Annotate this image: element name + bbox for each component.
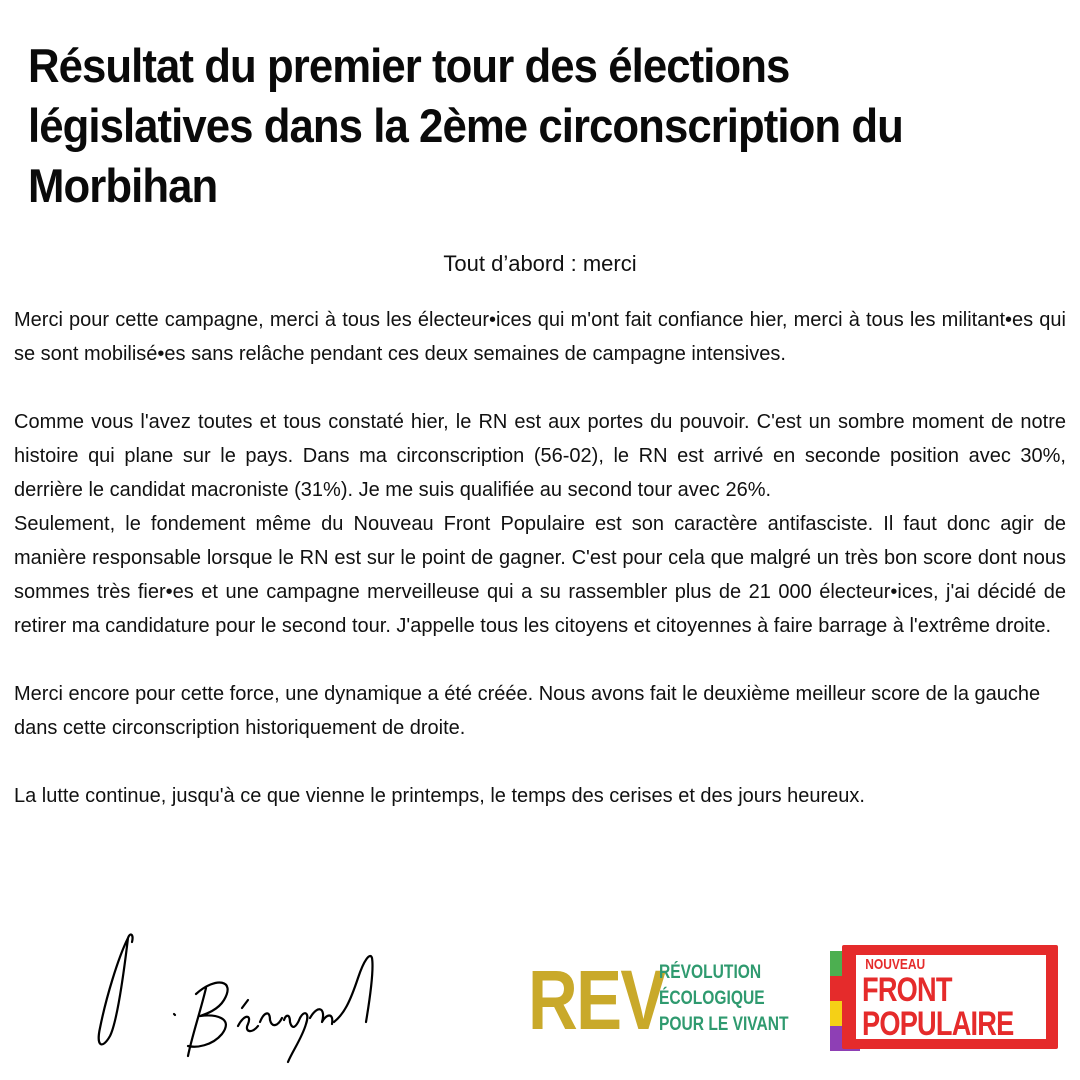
paragraph-thanks: Merci pour cette campagne, merci à tous les électeur•ices qui m'ont fait confiance hier, merci à tous les militant•es qui se sont mobilisé•es sans relâche pendant ces deux semaines de campagne intensives. <box>14 309 1066 365</box>
paragraph-closing: La lutte continue, jusqu'à ce que vienne le printemps, le temps des cerises et des jours heureux. <box>14 785 865 807</box>
title-line-1: Résultat du premier tour des élections <box>28 39 790 92</box>
rev-logo <box>528 953 818 1048</box>
subtitle: Tout d’abord : merci <box>443 251 637 276</box>
nfp-logo-nouveau: NOUVEAU <box>865 956 926 973</box>
paragraph-withdrawal: Seulement, le fondement même du Nouveau Front Populaire est son caractère antifasciste. Il faut donc agir de manière responsable lorsque le RN est sur le point de gagner. C'est pour cela que malgré un très bon score dont nous sommes très fier•es et une campagne merveilleuse qui a su rassembler plus de 21 000 électeur•ices, j'ai décidé de retirer ma candidature pour le second tour. J'appelle tous les citoyens et citoyennes à faire barrage à l'extrême droite. <box>14 513 1066 637</box>
rev-logo-letters: REV <box>528 953 665 1047</box>
paragraph-dynamic: Merci encore pour cette force, une dynamique a été créée. Nous avons fait le deuxième meilleur score de la gauche dans cette circonscription historiquement de droite. <box>14 683 1041 739</box>
nouveau-front-populaire-logo <box>830 945 1062 1057</box>
title-line-3: Morbihan <box>28 159 218 212</box>
page-title <box>28 36 986 216</box>
rev-logo-tagline <box>659 960 789 1038</box>
title-line-2: législatives dans la 2ème circonscription du <box>28 99 903 152</box>
nfp-frame <box>842 945 1058 1049</box>
body-text <box>14 303 1066 813</box>
nfp-logo-front: FRONT <box>862 971 952 1009</box>
paragraph-results: Comme vous l'avez toutes et tous constaté hier, le RN est aux portes du pouvoir. C'est un sombre moment de notre histoire qui plane sur le pays. Dans ma circonscription (56-02), le RN est arrivé en seconde position avec 30%, derrière le candidat macroniste (31%). Je me suis qualifiée au second tour avec 26%. <box>14 411 1066 501</box>
nfp-logo-populaire: POPULAIRE <box>862 1005 1014 1043</box>
rev-tagline-line-3: POUR LE VIVANT <box>659 1014 789 1035</box>
nfp-logo-text <box>862 957 1013 1041</box>
signature <box>88 918 388 1068</box>
rev-tagline-line-2: ÉCOLOGIQUE <box>659 988 765 1009</box>
nfp-inner-panel <box>856 955 1046 1043</box>
rev-tagline-line-1: RÉVOLUTION <box>659 962 762 983</box>
